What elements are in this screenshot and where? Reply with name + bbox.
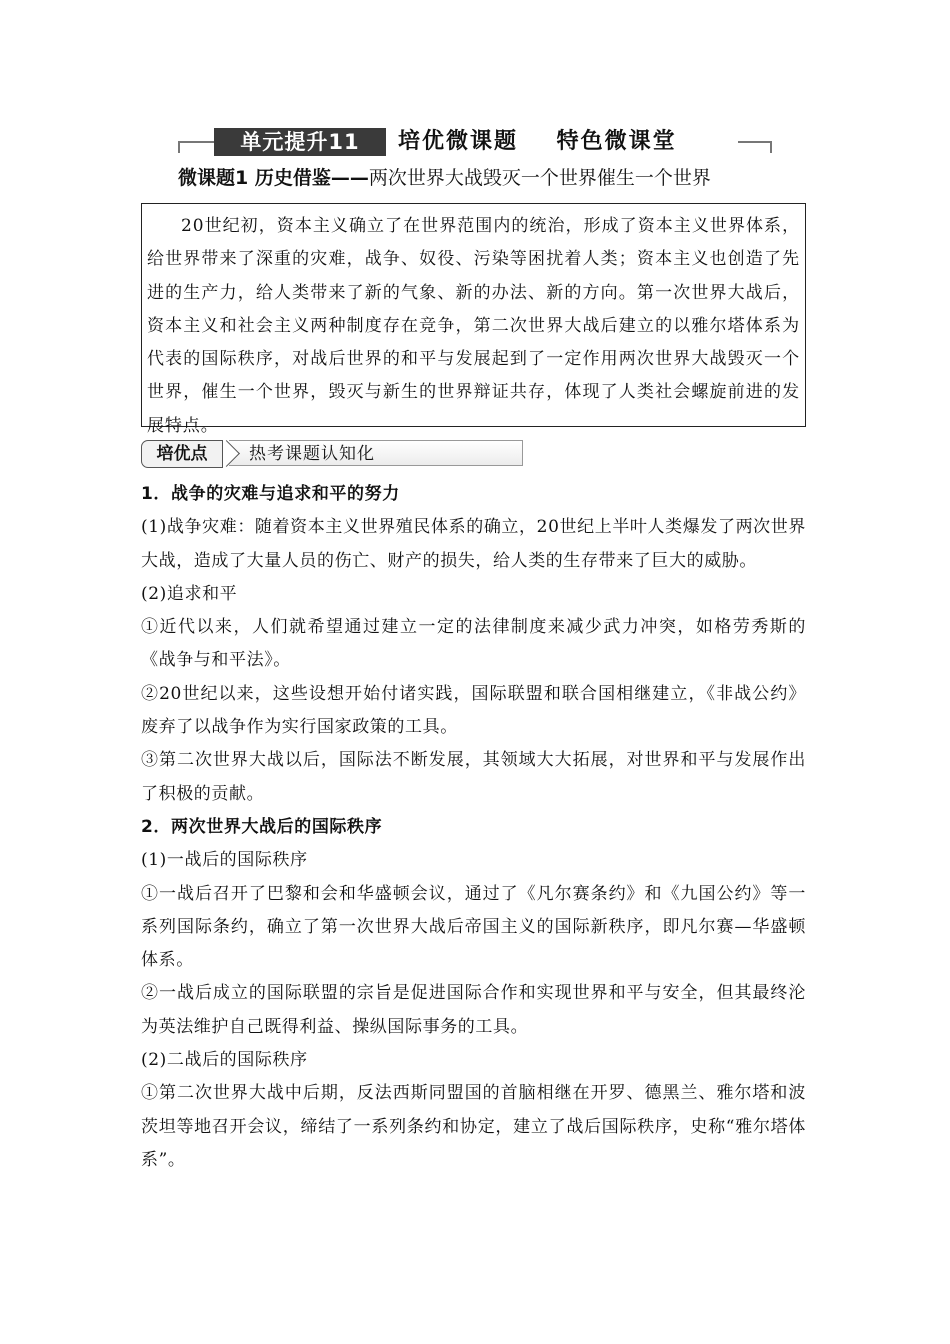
subtitle-rest: 两次世界大战毁灭一个世界催生一个世界 <box>368 167 711 189</box>
intro-text: 20世纪初，资本主义确立了在世界范围内的统治，形成了资本主义世界体系，给世界带来了深重的灾难，战争、奴役、污染等困扰着人类；资本主义也创造了先进的生产力，给人类带来了新的气象、新的办法、新的方向。第一次世界大战后，资本主义和社会主义两种制度存在竞争，第二次世界大战后建立的以雅尔塔体系为代表的国际秩序，对战后世界的和平与发展起到了一定作用两次世界大战毁灭一个世界，催生一个世界，毁灭与新生的世界辩证共存，体现了人类社会螺旋前进的发展特点。 <box>147 216 800 436</box>
intro-box <box>141 203 806 436</box>
subheading-peace: (2)追求和平 <box>141 583 238 604</box>
heading-2: 2．两次世界大战后的国际秩序 <box>141 816 383 837</box>
paragraph-postwar2-1: ①第二次世界大战中后期，反法西斯同盟国的首脑相继在开罗、德黑兰、雅尔塔和波茨坦等地召开会议，缔结了一系列条约和协定，建立了战后国际秩序，史称“雅尔塔体系”。 <box>141 1083 806 1170</box>
subtitle-lead: 微课题1 历史借鉴—— <box>178 167 369 189</box>
unit-banner <box>178 128 772 156</box>
section-tag-title: 热考课题认知化 <box>249 444 375 464</box>
subheading-postwar2: (2)二战后的国际秩序 <box>141 1050 308 1071</box>
banner-right-rule <box>738 141 772 143</box>
banner-left-tick <box>178 141 180 153</box>
banner-title: 培优微课题 特色微课堂 <box>398 129 677 154</box>
section-tag <box>141 440 523 468</box>
paragraph-peace-3: ③第二次世界大战以后，国际法不断发展，其领域大大拓展，对世界和平与发展作出了积极的贡献。 <box>141 750 806 804</box>
paragraph-peace-1: ①近代以来，人们就希望通过建立一定的法律制度来减少武力冲突，如格劳秀斯的《战争与和平法》。 <box>141 617 806 671</box>
banner-right-tick <box>770 141 772 153</box>
lesson-subtitle <box>178 164 778 192</box>
banner-left-rule <box>178 141 214 143</box>
heading-1: 1．战争的灾难与追求和平的努力 <box>141 484 400 504</box>
main-content <box>141 478 806 1177</box>
subheading-postwar1: (1)一战后的国际秩序 <box>141 850 308 871</box>
paragraph-peace-2: ②20世纪以来，这些设想开始付诸实践，国际联盟和联合国相继建立，《非战公约》废弃了以战争作为实行国家政策的工具。 <box>141 683 806 738</box>
paragraph-postwar1-1: ①一战后召开了巴黎和会和华盛顿会议，通过了《凡尔赛条约》和《九国公约》等一系列国际条约，确立了第一次世界大战后帝国主义的国际新秩序，即凡尔赛—华盛顿体系。 <box>141 883 806 971</box>
paragraph-postwar1-2: ②一战后成立的国际联盟的宗旨是促进国际合作和实现世界和平与安全，但其最终沦为英法维护自己既得利益、操纵国际事务的工具。 <box>141 983 806 1037</box>
unit-tag: 单元提升11 <box>214 128 386 156</box>
section-tag-label: 培优点 <box>141 440 223 468</box>
paragraph-war-disaster: (1)战争灾难：随着资本主义世界殖民体系的确立，20世纪上半叶人类爆发了两次世界大战，造成了大量人员的伤亡、财产的损失，给人类的生存带来了巨大的威胁。 <box>141 517 806 571</box>
